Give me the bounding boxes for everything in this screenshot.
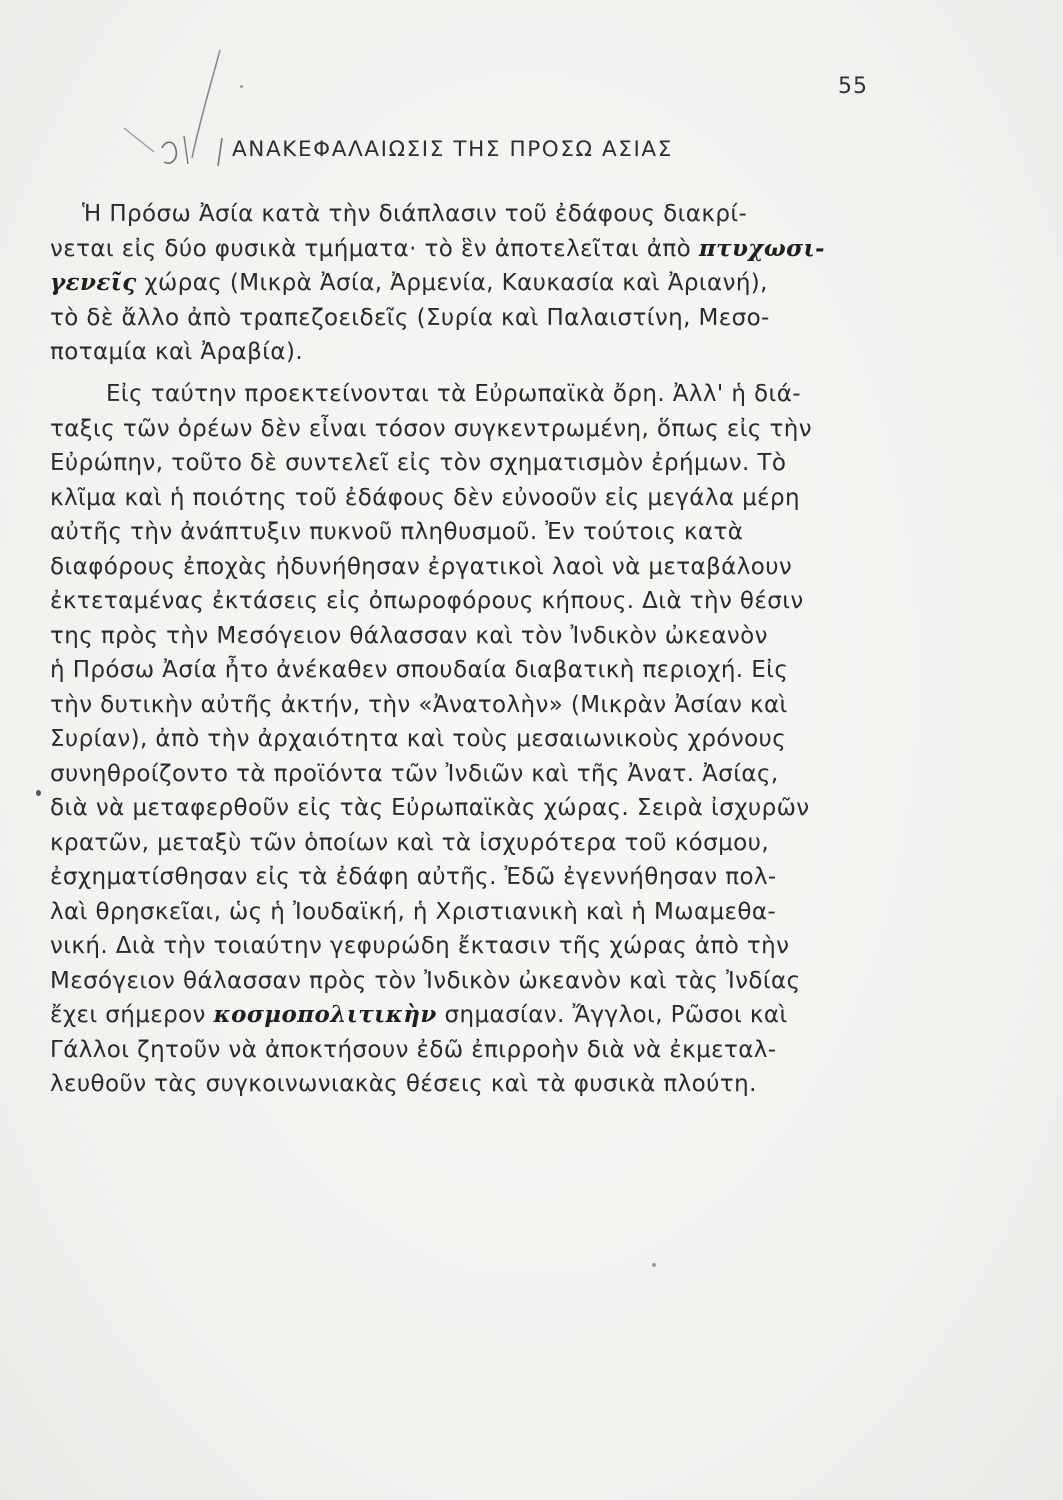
text-line [50, 997, 788, 1033]
text-line: Ἡ Πρόσω Ἀσία κατὰ τὴν διάπλασιν τοῦ ἐδάφους διακρί- [82, 201, 748, 227]
paper-speck [652, 1263, 656, 1267]
text-line: αὐτῆς τὴν ἀνάπτυξιν πυκνοῦ πληθυσμοῦ. Ἐν τούτοις κατὰ [50, 519, 744, 545]
paper-speck [240, 85, 243, 88]
text-line: διὰ νὰ μεταφερθοῦν εἰς τὰς Εὐρωπαϊκὰς χώρας. Σειρὰ ἰσχυρῶν [50, 795, 810, 821]
emphasized-term: πτυχωσι- [698, 234, 825, 262]
text-line: συνηθροίζοντο τὰ προϊόντα τῶν Ἰνδιῶν καὶ τῆς Ἀνατ. Ἀσίας, [50, 760, 779, 787]
text-line: ἐσχηματίσθησαν εἰς τὰ ἐδάφη αὐτῆς. Ἐδῶ ἐγεννήθησαν πολ- [50, 864, 777, 890]
text-line: Μεσόγειον θάλασσαν πρὸς τὸν Ἰνδικὸν ὠκεανὸν καὶ τὰς Ἰνδίας [50, 967, 801, 994]
text-line: ταξις τῶν ὀρέων δὲν εἶναι τόσον συγκεντρωμένη, ὅπως εἰς τὴν [50, 415, 812, 442]
text-line [50, 231, 825, 267]
text-line: διαφόρους ἐποχὰς ἠδυνήθησαν ἐργατικοὶ λαοὶ νὰ μεταβάλουν [50, 553, 793, 580]
text-line: λευθοῦν τὰς συγκοινωνιακὰς θέσεις καὶ τὰ φυσικὰ πλούτη. [50, 1071, 757, 1097]
chapter-title: ΑΝΑΚΕΦΑΛΑΙΩΣΙΣ ΤΗΣ ΠΡΟΣΩ ΑΣΙΑΣ [232, 137, 673, 162]
text-line: Εὐρώπην, τοῦτο δὲ συντελεῖ εἰς τὸν σχηματισμὸν ἐρήμων. Τὸ [50, 450, 787, 476]
text-line: νική. Διὰ τὴν τοιαύτην γεφυρώδη ἔκτασιν τῆς χώρας ἀπὸ τὴν [50, 933, 790, 959]
page-number: 55 [838, 74, 868, 99]
text-line: Συρίαν), ἀπὸ τὴν ἀρχαιότητα καὶ τοὺς μεσαιωνικοὺς χρόνους [50, 726, 787, 752]
text-line: κλῖμα καὶ ἡ ποιότης τοῦ ἐδάφους δὲν εὐνοοῦν εἰς μεγάλα μέρη [50, 484, 800, 511]
margin-mark [36, 790, 41, 796]
text-line [50, 265, 768, 301]
text-line: ποταμία καὶ Ἀραβία). [50, 339, 304, 365]
text-span: χώρας (Μικρὰ Ἀσία, Ἀρμενία, Καυκασία καὶ Ἀριανή), [144, 270, 768, 296]
text-line: λαὶ θρησκεῖαι, ὡς ἡ Ἰουδαϊκή, ἡ Χριστιανικὴ καὶ ἡ Μωαμεθα- [50, 898, 777, 925]
emphasized-term: κοσμοπολιτικὴν [213, 1001, 437, 1028]
text-span: νεται εἰς δύο φυσικὰ τμήματα· τὸ ἓν ἀποτελεῖται ἀπὸ [50, 235, 692, 262]
text-line: κρατῶν, μεταξὺ τῶν ὁποίων καὶ τὰ ἰσχυρότερα τοῦ κόσμου, [50, 829, 770, 856]
emphasized-term: γενεῖς [50, 269, 137, 296]
text-line: τὴν δυτικὴν αὐτῆς ἀκτήν, τὴν «Ἀνατολὴν» (Μικρὰν Ἀσίαν καὶ [50, 691, 788, 718]
text-line: τὸ δὲ ἄλλο ἀπὸ τραπεζοειδεῖς (Συρία καὶ Παλαιστίνη, Μεσο- [50, 304, 770, 331]
text-span: σημασίαν. Ἄγγλοι, Ρῶσοι καὶ [444, 1002, 788, 1028]
text-line: ἐκτεταμένας ἐκτάσεις εἰς ὀπωροφόρους κήπους. Διὰ τὴν θέσιν [50, 588, 804, 614]
text-line: ἡ Πρόσω Ἀσία ἦτο ἀνέκαθεν σπουδαία διαβατικὴ περιοχή. Εἰς [50, 657, 789, 683]
text-line: Γάλλοι ζητοῦν νὰ ἀποκτήσουν ἐδῶ ἐπιρροὴν διὰ νὰ ἐκμεταλ- [50, 1036, 777, 1063]
text-line: της πρὸς τὴν Μεσόγειον θάλασσαν καὶ τὸν Ἰνδικὸν ὠκεανὸν [50, 622, 768, 649]
text-span: ἔχει σήμερον [50, 1002, 206, 1028]
text-line: Εἰς ταύτην προεκτείνονται τὰ Εὐρωπαϊκὰ ὄρη. Ἀλλ' ἡ διά- [106, 381, 801, 407]
